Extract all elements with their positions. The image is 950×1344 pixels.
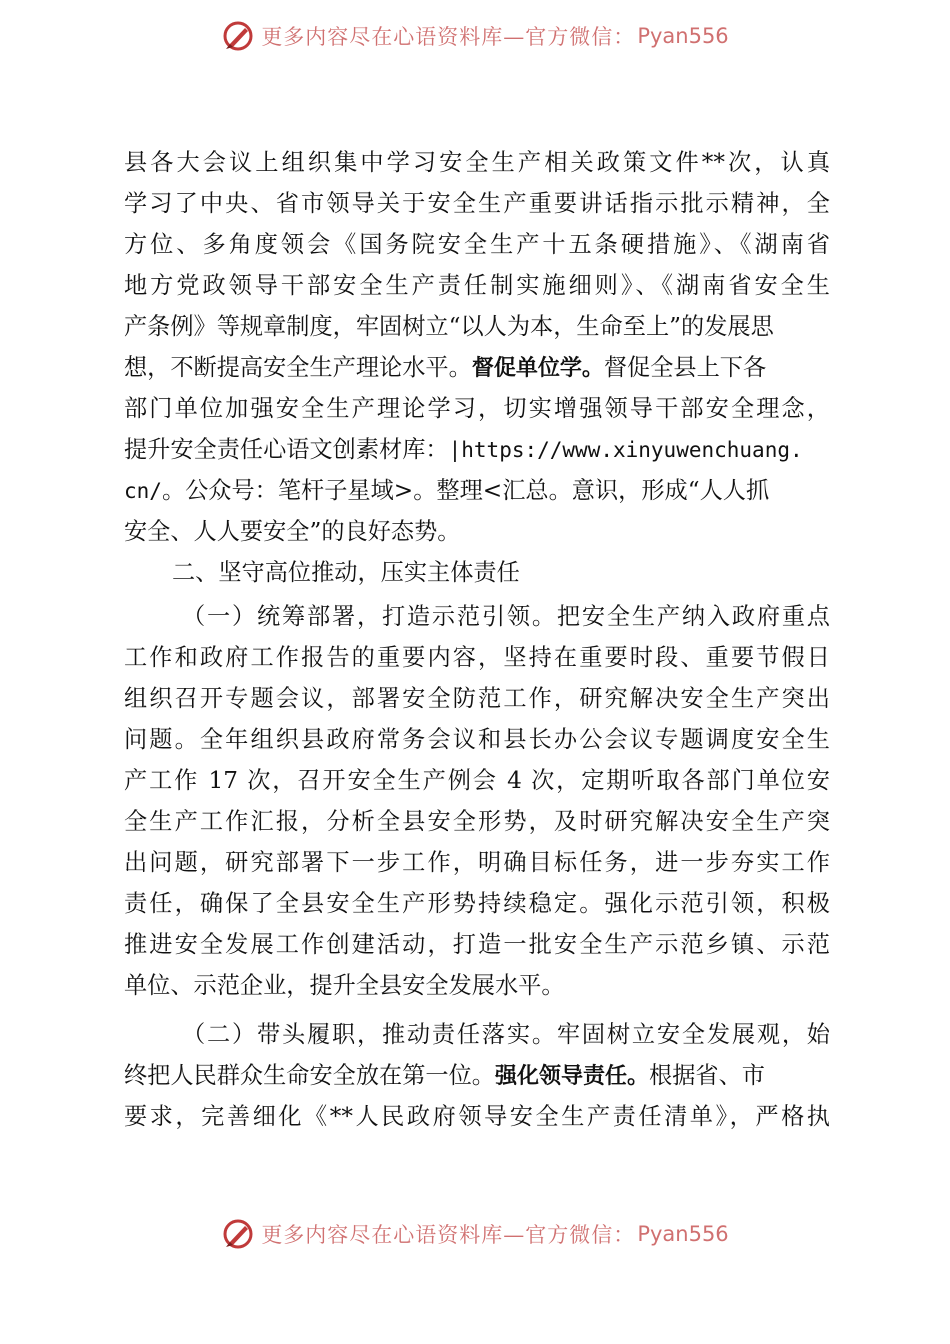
- footer-watermark: [0, 1212, 950, 1256]
- watermark-wechat-id: Pyan556: [637, 24, 729, 48]
- line-text: 终把人民群众生命安全放在第一位。: [124, 1062, 495, 1089]
- website-link[interactable]: |https://www.xinyuwenchuang.: [448, 438, 803, 462]
- website-link-tail[interactable]: cn/: [124, 479, 162, 503]
- line-text: 根据省、市: [649, 1062, 765, 1089]
- bold-heading: 强化领导责任。: [495, 1064, 650, 1089]
- watermark-wechat-id: Pyan556: [637, 1222, 729, 1246]
- paragraph-line: 工作和政府工作报告的重要内容，坚持在重要时段、重要节假日: [124, 644, 830, 671]
- section-heading: 二、坚守高位推动，压实主体责任: [172, 559, 520, 586]
- pen-logo-icon: [221, 1217, 255, 1251]
- paragraph-line: 地方党政领导干部安全生产责任制实施细则》、《湖南省安全生: [124, 272, 830, 299]
- paragraph-line: 方位、多角度领会《国务院安全生产十五条硬措施》、《湖南省: [124, 231, 830, 258]
- paragraph-line: [124, 1055, 830, 1096]
- paragraph-line: 组织召开专题会议，部署安全防范工作，研究解决安全生产突出: [124, 685, 830, 712]
- paragraph-line: 单位、示范企业，提升全县安全发展水平。: [124, 972, 565, 999]
- paragraph-line: （二）带头履职，推动责任落实。牢固树立安全发展观，始: [182, 1021, 830, 1048]
- paragraph-line: 推进安全发展工作创建活动，打造一批安全生产示范乡镇、示范: [124, 931, 830, 958]
- paragraph-line: 产工作 17 次，召开安全生产例会 4 次，定期听取各部门单位安: [124, 767, 830, 794]
- line-text: 督促全县上下各: [603, 354, 767, 381]
- paragraph-line: 部门单位加强安全生产理论学习，切实增强领导干部安全理念，: [124, 395, 830, 422]
- paragraph-line: 学习了中央、省市领导关于安全生产重要讲话指示批示精神，全: [124, 190, 830, 217]
- paragraph-line: [124, 347, 830, 388]
- header-watermark: [0, 14, 950, 58]
- document-body: [124, 142, 830, 1137]
- line-text: 想，不断提高安全生产理论水平。: [124, 354, 472, 381]
- paragraph-line: [124, 470, 830, 511]
- watermark-text: 更多内容尽在心语资料库—官方微信：: [261, 25, 636, 49]
- paragraph-line: 产条例》等规章制度，牢固树立“以人为本，生命至上”的发展思: [124, 313, 774, 340]
- paragraph-line: [124, 429, 830, 470]
- bold-heading: 督促单位学。: [471, 356, 604, 381]
- paragraph-line: 要求，完善细化《**人民政府领导安全生产责任清单》，严格执: [124, 1103, 830, 1130]
- pen-logo-icon: [221, 19, 255, 53]
- paragraph-line: 县各大会议上组织集中学习安全生产相关政策文件**次，认真: [124, 149, 830, 176]
- paragraph-line: 全生产工作汇报，分析全县安全形势，及时研究解决安全生产突: [124, 808, 830, 835]
- line-text: 。公众号：笔杆子星域>。整理<汇总。意识，形成“人人抓: [161, 477, 770, 504]
- line-text: 提升安全责任心语文创素材库：: [124, 436, 449, 463]
- watermark-text: 更多内容尽在心语资料库—官方微信：: [261, 1223, 636, 1247]
- paragraph-line: 出问题，研究部署下一步工作，明确目标任务，进一步夯实工作: [124, 849, 830, 876]
- paragraph-line: 问题。全年组织县政府常务会议和县长办公会议专题调度安全生: [124, 726, 830, 753]
- paragraph-line: （一）统筹部署，打造示范引领。把安全生产纳入政府重点: [182, 603, 830, 630]
- paragraph-line: 安全、人人要安全”的良好态势。: [124, 518, 461, 545]
- paragraph-line: 责任，确保了全县安全生产形势持续稳定。强化示范引领，积极: [124, 890, 830, 917]
